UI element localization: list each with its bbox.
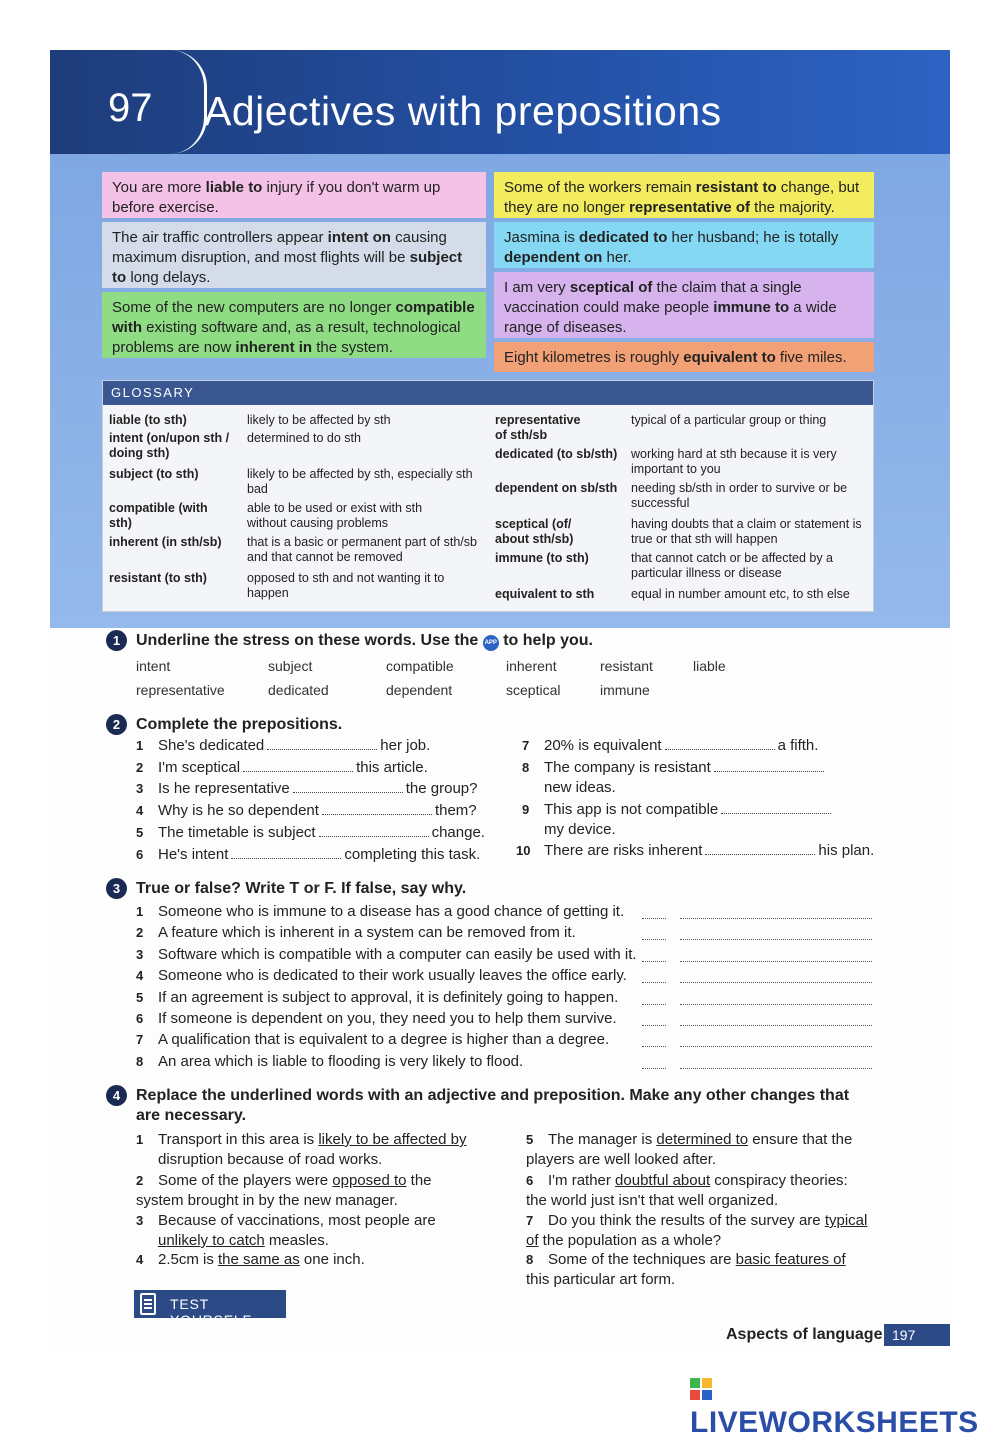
glossary-term: immune (to sth) <box>495 551 589 565</box>
glossary-definition: equal in number amount etc, to sth else <box>631 587 850 601</box>
true-false-item: 4 Someone who is dedicated to their work usually leaves the office early. <box>136 967 627 984</box>
glossary-term: intent (on/upon sth / doing sth) <box>109 431 230 460</box>
glossary-term: sceptical (of/ about sth/sb) <box>495 517 574 546</box>
answer-blank[interactable] <box>243 759 353 772</box>
example-box-pink: You are more liable to injury if you don't warm up before exercise. <box>102 172 486 218</box>
reason-answer-blank[interactable] <box>680 982 872 983</box>
rewrite-item: 6 I'm rather doubtful about conspiracy theories: the world just isn't that well organized. <box>526 1172 848 1209</box>
reason-answer-blank[interactable] <box>680 918 872 919</box>
rewrite-item: 7 Do you think the results of the survey are typical of the population as a whole? <box>526 1212 868 1249</box>
unit-header <box>50 50 950 154</box>
rewrite-item: 1 Transport in this area is likely to be affected by disruption because of road works. <box>136 1131 467 1168</box>
unit-number: 97 <box>108 86 153 130</box>
exercise-1-badge: 1 <box>106 630 127 651</box>
page-number: 197 <box>884 1324 950 1346</box>
answer-blank[interactable] <box>665 737 775 750</box>
example-box-gray: The air traffic controllers appear intent on causing maximum disruption, and most flights will be subject to long delays. <box>102 222 486 288</box>
section-label: Aspects of language <box>726 1326 883 1343</box>
rewrite-item: 2 Some of the players were opposed to the system brought in by the new manager. <box>136 1172 432 1209</box>
exercise-4-heading: Replace the underlined words with an adjective and preposition. Make any other changes that are necessary. <box>136 1087 850 1124</box>
rewrite-item: 5 The manager is determined to ensure that the players are well looked after. <box>526 1131 853 1168</box>
example-box-yellow: Some of the workers remain resistant to change, but they are no longer representative of the majority. <box>494 172 874 218</box>
gap-fill-item: 5 The timetable is subject change. <box>136 824 485 841</box>
examples-panel <box>50 154 950 628</box>
glossary-definition: that cannot catch or be affected by a particular illness or disease <box>631 551 833 580</box>
answer-blank[interactable] <box>322 802 432 815</box>
glossary-term: representative of sth/sb <box>495 413 581 442</box>
glossary-definition: needing sb/sth in order to survive or be successful <box>631 481 848 510</box>
test-yourself-button[interactable]: TEST YOURSELF <box>134 1290 286 1318</box>
reason-answer-blank[interactable] <box>680 1025 872 1026</box>
header-arc-decoration <box>170 50 207 154</box>
glossary-term: inherent (in sth/sb) <box>109 535 222 549</box>
glossary-term: equivalent to sth <box>495 587 595 601</box>
glossary-heading: GLOSSARY <box>103 381 873 405</box>
glossary-term: liable (to sth) <box>109 413 187 427</box>
glossary-definition: opposed to sth and not wanting it to happen <box>247 571 445 600</box>
glossary-definition: likely to be affected by sth <box>247 413 391 427</box>
gap-fill-item: 3 Is he representative the group? <box>136 780 478 797</box>
gap-fill-item: 2 I'm sceptical this article. <box>136 759 428 776</box>
rewrite-item: 3 Because of vaccinations, most people are unlikely to catch measles. <box>136 1212 436 1249</box>
liveworksheets-icon <box>690 1378 712 1400</box>
gap-fill-item: 9 This app is not compatible my device. <box>522 800 852 840</box>
liveworksheets-logo: LIVEWORKSHEETS <box>690 1372 1000 1440</box>
true-false-item: 1 Someone who is immune to a disease has a good chance of getting it. <box>136 903 625 920</box>
glossary-term: subject (to sth) <box>109 467 199 481</box>
glossary-definition: able to be used or exist with sth without causing problems <box>247 501 423 530</box>
stress-word[interactable]: dedicated <box>268 682 329 698</box>
glossary-definition: typical of a particular group or thing <box>631 413 827 427</box>
gap-fill-item: 10 There are risks inherent his plan. <box>516 842 875 859</box>
stress-word[interactable]: inherent <box>506 658 557 674</box>
gap-fill-item: 6 He's intent completing this task. <box>136 846 481 863</box>
worksheet-page <box>50 50 950 1350</box>
stress-word[interactable]: resistant <box>600 658 653 674</box>
exercise-3-badge: 3 <box>106 878 127 899</box>
tf-answer-blank[interactable] <box>642 1046 666 1047</box>
glossary-term: resistant (to sth) <box>109 571 207 585</box>
glossary-definition: having doubts that a claim or statement is true or that sth will happen <box>631 517 862 546</box>
true-false-item: 3 Software which is compatible with a computer can easily be used with it. <box>136 946 637 963</box>
tf-answer-blank[interactable] <box>642 939 666 940</box>
glossary-term: dependent on sb/sth <box>495 481 618 495</box>
reason-answer-blank[interactable] <box>680 939 872 940</box>
answer-blank[interactable] <box>319 824 429 837</box>
example-box-lavender: I am very sceptical of the claim that a single vaccination could make people immune to a wide range of diseases. <box>494 272 874 338</box>
glossary-term: dedicated (to sb/sth) <box>495 447 618 461</box>
glossary-definition: likely to be affected by sth, especially sth bad <box>247 467 473 496</box>
true-false-item: 8 An area which is liable to flooding is very likely to flood. <box>136 1053 524 1070</box>
tf-answer-blank[interactable] <box>642 918 666 919</box>
stress-word[interactable]: subject <box>268 658 313 674</box>
rewrite-item: 4 2.5cm is the same as one inch. <box>136 1251 365 1268</box>
gap-fill-item: 7 20% is equivalent a fifth. <box>522 737 819 754</box>
true-false-item: 7 A qualification that is equivalent to a degree is higher than a degree. <box>136 1031 610 1048</box>
glossary-definition: determined to do sth <box>247 431 361 445</box>
exercise-2-heading: Complete the prepositions. <box>136 716 343 733</box>
tf-answer-blank[interactable] <box>642 1004 666 1005</box>
reason-answer-blank[interactable] <box>680 1068 872 1069</box>
tf-answer-blank[interactable] <box>642 1025 666 1026</box>
answer-blank[interactable] <box>705 842 815 855</box>
tf-answer-blank[interactable] <box>642 1068 666 1069</box>
exercise-2-badge: 2 <box>106 714 127 735</box>
reason-answer-blank[interactable] <box>680 1004 872 1005</box>
stress-word[interactable]: representative <box>136 682 225 698</box>
answer-blank[interactable] <box>721 801 831 814</box>
true-false-item: 2 A feature which is inherent in a system can be removed from it. <box>136 924 576 941</box>
notebook-icon <box>140 1293 156 1315</box>
tf-answer-blank[interactable] <box>642 982 666 983</box>
glossary-box <box>102 380 874 612</box>
app-icon[interactable]: APP <box>483 635 499 651</box>
unit-title: Adjectives with prepositions <box>204 88 722 134</box>
answer-blank[interactable] <box>714 759 824 772</box>
exercise-4-badge: 4 <box>106 1085 127 1106</box>
gap-fill-item: 1 She's dedicated her job. <box>136 737 431 754</box>
rewrite-item: 8 Some of the techniques are basic features of this particular art form. <box>526 1251 846 1288</box>
gap-fill-item: 8 The company is resistant new ideas. <box>522 758 852 798</box>
stress-word[interactable]: intent <box>136 658 171 674</box>
gap-fill-item: 4 Why is he so dependent them? <box>136 802 477 819</box>
stress-word[interactable]: dependent <box>386 682 453 698</box>
true-false-item: 6 If someone is dependent on you, they need you to help them survive. <box>136 1010 617 1027</box>
reason-answer-blank[interactable] <box>680 961 872 962</box>
reason-answer-blank[interactable] <box>680 1046 872 1047</box>
answer-blank[interactable] <box>231 846 341 859</box>
tf-answer-blank[interactable] <box>642 961 666 962</box>
stress-word[interactable]: sceptical <box>506 682 561 698</box>
answer-blank[interactable] <box>293 780 403 793</box>
example-box-green: Some of the new computers are no longer compatible with existing software and, as a result, technological problems are now inherent in the system. <box>102 292 486 358</box>
exercise-3-heading: True or false? Write T or F. If false, say why. <box>136 880 467 897</box>
example-box-orange: Eight kilometres is roughly equivalent to five miles. <box>494 342 874 372</box>
stress-word[interactable]: immune <box>600 682 650 698</box>
answer-blank[interactable] <box>267 737 377 750</box>
glossary-definition: that is a basic or permanent part of sth/sb and that cannot be removed <box>247 535 477 564</box>
stress-word[interactable]: liable <box>693 658 726 674</box>
example-box-cyan: Jasmina is dedicated to her husband; he is totally dependent on her. <box>494 222 874 268</box>
exercise-1-heading: Underline the stress on these words. Use the APP to help you. <box>136 632 593 649</box>
glossary-definition: working hard at sth because it is very important to you <box>631 447 837 476</box>
stress-word[interactable]: compatible <box>386 658 454 674</box>
glossary-term: compatible (with sth) <box>109 501 208 530</box>
true-false-item: 5 If an agreement is subject to approval, it is definitely going to happen. <box>136 989 619 1006</box>
